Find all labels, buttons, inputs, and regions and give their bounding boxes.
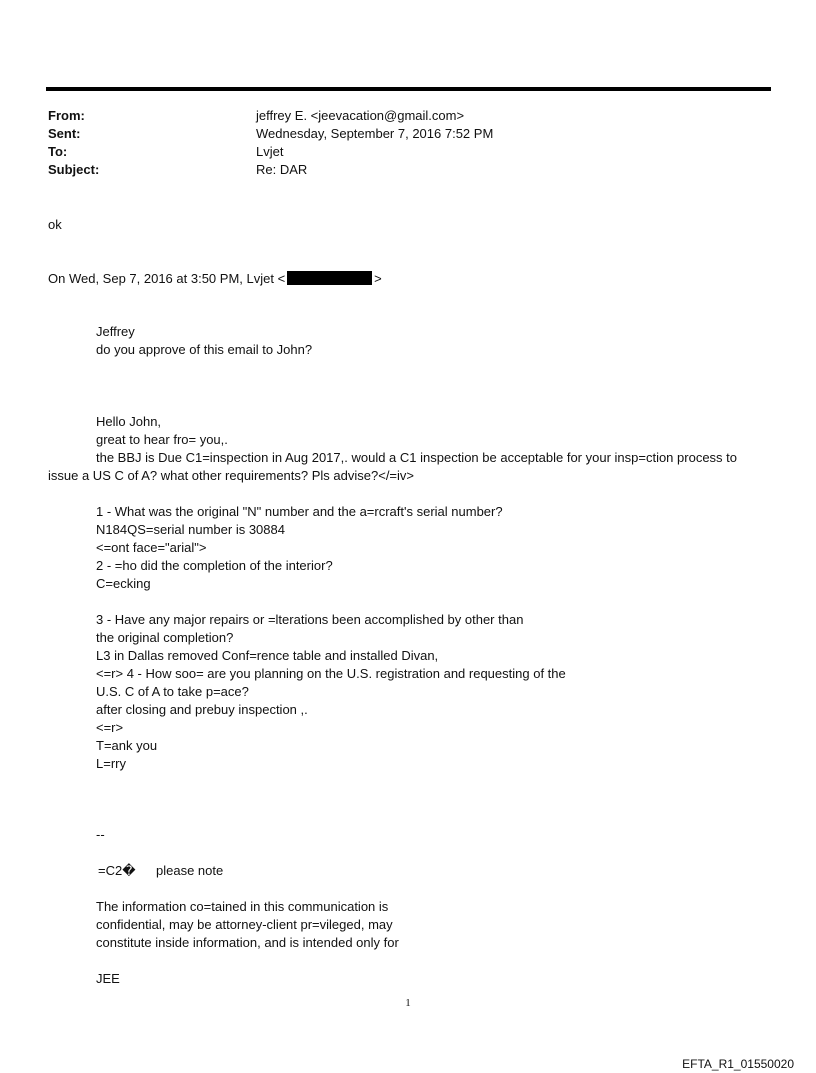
signature-separator: -- (96, 827, 105, 842)
redaction-block (287, 271, 372, 285)
header-rule (46, 87, 771, 91)
confidentiality-line: The information co=tained in this communication is (96, 899, 389, 914)
subject-value: Re: DAR (256, 162, 308, 177)
quote-intro-prefix: On Wed, Sep 7, 2016 at 3:50 PM, Lvjet < (48, 271, 286, 286)
question-3-cont: the original completion? (96, 630, 234, 645)
answer-2: C=ecking (96, 576, 151, 591)
subject-label: Subject: (48, 162, 100, 177)
body-line: issue a US C of A? what other requirements? Pls advise?</=iv> (48, 468, 414, 483)
answer-1: N184QS=serial number is 30884 (96, 522, 285, 537)
greeting: Jeffrey (96, 324, 135, 339)
hello-line: Hello John, (96, 414, 162, 429)
question-1: 1 - What was the original "N" number and the a=rcraft's serial number? (96, 504, 503, 519)
body-line: great to hear fro= you,. (96, 432, 228, 447)
markup-line: <=r> (96, 720, 124, 735)
answer-4: after closing and prebuy inspection ,. (96, 702, 308, 717)
initials: JEE (96, 971, 120, 986)
question-4: <=r> 4 - How soo= are you planning on the U.S. registration and requesting of the (96, 666, 566, 681)
sent-value: Wednesday, September 7, 2016 7:52 PM (256, 126, 494, 141)
confidentiality-line: confidential, may be attorney-client pr=vileged, may (96, 917, 393, 932)
answer-3: L3 in Dallas removed Conf=rence table and installed Divan, (96, 648, 439, 663)
document-id: EFTA_R1_01550020 (682, 1057, 794, 1071)
question-3: 3 - Have any major repairs or =lterations been accomplished by other than (96, 612, 524, 627)
sent-label: Sent: (48, 126, 81, 141)
markup-line: <=ont face="arial"> (96, 540, 207, 555)
approval-question: do you approve of this email to John? (96, 342, 313, 357)
signature: L=rry (96, 756, 126, 771)
question-4-cont: U.S. C of A to take p=ace? (96, 684, 249, 699)
from-label: From: (48, 108, 85, 123)
body-line: the BBJ is Due C1=inspection in Aug 2017,. would a C1 inspection be acceptable for your insp=ction process to (96, 450, 737, 465)
to-value: Lvjet (256, 144, 284, 159)
note-code: =C2� (98, 863, 136, 878)
quote-intro-suffix: > (374, 271, 382, 286)
reply-text: ok (48, 217, 62, 232)
to-label: To: (48, 144, 68, 159)
quote-intro (48, 270, 382, 288)
question-2: 2 - =ho did the completion of the interior? (96, 558, 333, 573)
note-text: please note (156, 863, 224, 878)
from-value: jeffrey E. <jeevacation@gmail.com> (256, 108, 465, 123)
thanks-line: T=ank you (96, 738, 158, 753)
page-number: 1 (405, 997, 411, 1009)
confidentiality-line: constitute inside information, and is intended only for (96, 935, 399, 950)
